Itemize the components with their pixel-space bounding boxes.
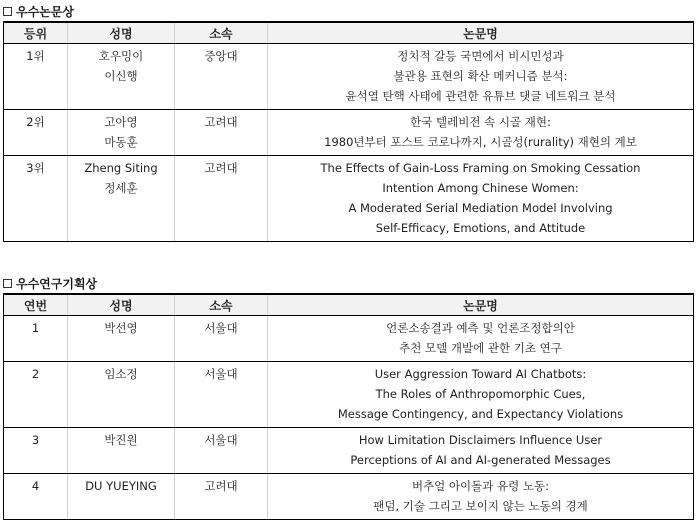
- number-cell: 2: [4, 362, 68, 428]
- author-name: 박선영: [104, 321, 138, 335]
- paper-title-cell: [268, 156, 694, 242]
- affiliation-cell: 서울대: [175, 316, 268, 362]
- name-cell: [68, 428, 175, 474]
- table-row: [4, 44, 694, 110]
- author-name: 박진원: [104, 433, 138, 447]
- paper-title-cell: [268, 428, 694, 474]
- rank-cell: 2위: [4, 110, 68, 156]
- section-title-text: 우수연구기획상: [16, 276, 98, 291]
- rank-cell: 3위: [4, 156, 68, 242]
- paper-title-line: A Moderated Serial Mediation Model Involving: [348, 201, 613, 215]
- header-name: 성명: [68, 22, 175, 44]
- header-paper-title: 논문명: [268, 294, 694, 316]
- author-name: 이신행: [104, 69, 138, 83]
- header-paper-title: 논문명: [268, 22, 694, 44]
- checkbox-icon: [3, 279, 12, 288]
- author-name: 고아영: [104, 115, 138, 129]
- number-cell: 4: [4, 474, 68, 520]
- paper-title-line: 한국 텔레비전 속 시골 재현:: [410, 115, 551, 129]
- affiliation-cell: 중앙대: [175, 44, 268, 110]
- paper-title-line: The Effects of Gain-Loss Framing on Smoking Cessation: [320, 161, 641, 175]
- name-cell: [68, 362, 175, 428]
- checkbox-icon: [3, 7, 12, 16]
- table-row: [4, 362, 694, 428]
- rank-cell: 1위: [4, 44, 68, 110]
- name-cell: [68, 156, 175, 242]
- paper-title-line: Self-Efficacy, Emotions, and Attitude: [375, 221, 586, 235]
- paper-title-line: Message Contingency, and Expectancy Violations: [337, 407, 624, 421]
- paper-title-line: 정치적 갈등 국면에서 비시민성과: [397, 49, 564, 63]
- header-affiliation: 소속: [175, 22, 268, 44]
- header-affiliation: 소속: [175, 294, 268, 316]
- table-row: [4, 110, 694, 156]
- author-name: 임소정: [104, 367, 138, 381]
- section-title-text: 우수논문상: [16, 4, 74, 19]
- paper-title-cell: [268, 316, 694, 362]
- paper-title-line: The Roles of Anthropomorphic Cues,: [375, 387, 586, 401]
- table-row: [4, 316, 694, 362]
- author-name: 정세훈: [104, 181, 138, 195]
- paper-title-cell: [268, 362, 694, 428]
- number-cell: 1: [4, 316, 68, 362]
- research-planning-table: [3, 293, 694, 520]
- number-cell: 3: [4, 428, 68, 474]
- paper-title-line: 추천 모델 개발에 관한 기초 연구: [399, 341, 562, 355]
- paper-title-cell: [268, 474, 694, 520]
- header-name: 성명: [68, 294, 175, 316]
- table-header-row: [4, 294, 694, 316]
- paper-title-line: User Aggression Toward AI Chatbots:: [374, 367, 587, 381]
- header-rank: 등위: [4, 22, 68, 44]
- author-name: DU YUEYING: [85, 479, 157, 493]
- paper-title-line: Perceptions of AI and AI-generated Messages: [350, 453, 611, 467]
- best-paper-table: [3, 21, 694, 242]
- paper-title-line: 불관용 표현의 확산 메커니즘 분석:: [393, 69, 568, 83]
- paper-title-line: 버추얼 아이돌과 유령 노동:: [411, 479, 550, 493]
- section-title-research-planning: [3, 275, 97, 291]
- paper-title-line: How Limitation Disclaimers Influence User: [358, 433, 603, 447]
- author-name: Zheng Siting: [84, 161, 158, 175]
- author-name: 마동훈: [104, 135, 138, 149]
- affiliation-cell: 서울대: [175, 362, 268, 428]
- name-cell: [68, 110, 175, 156]
- paper-title-line: 언론소송결과 예측 및 언론조정합의안: [386, 321, 575, 335]
- table-header-row: [4, 22, 694, 44]
- affiliation-cell: 고려대: [175, 110, 268, 156]
- paper-title-line: 팬덤, 기술 그리고 보이지 않는 노동의 경계: [373, 499, 588, 513]
- table-row: [4, 474, 694, 520]
- section-title-best-paper: [3, 3, 74, 19]
- paper-title-line: Intention Among Chinese Women:: [382, 181, 579, 195]
- affiliation-cell: 서울대: [175, 428, 268, 474]
- table-row: [4, 156, 694, 242]
- name-cell: [68, 44, 175, 110]
- paper-title-line: 윤석열 탄핵 사태에 관련한 유튜브 댓글 네트워크 분석: [345, 89, 616, 103]
- affiliation-cell: 고려대: [175, 474, 268, 520]
- paper-title-cell: [268, 44, 694, 110]
- table-row: [4, 428, 694, 474]
- name-cell: [68, 474, 175, 520]
- header-number: 연번: [4, 294, 68, 316]
- paper-title-line: 1980년부터 포스트 코로나까지, 시골성(rurality) 재현의 계보: [324, 135, 637, 149]
- affiliation-cell: 고려대: [175, 156, 268, 242]
- author-name: 호우밍이: [98, 49, 144, 63]
- paper-title-cell: [268, 110, 694, 156]
- name-cell: [68, 316, 175, 362]
